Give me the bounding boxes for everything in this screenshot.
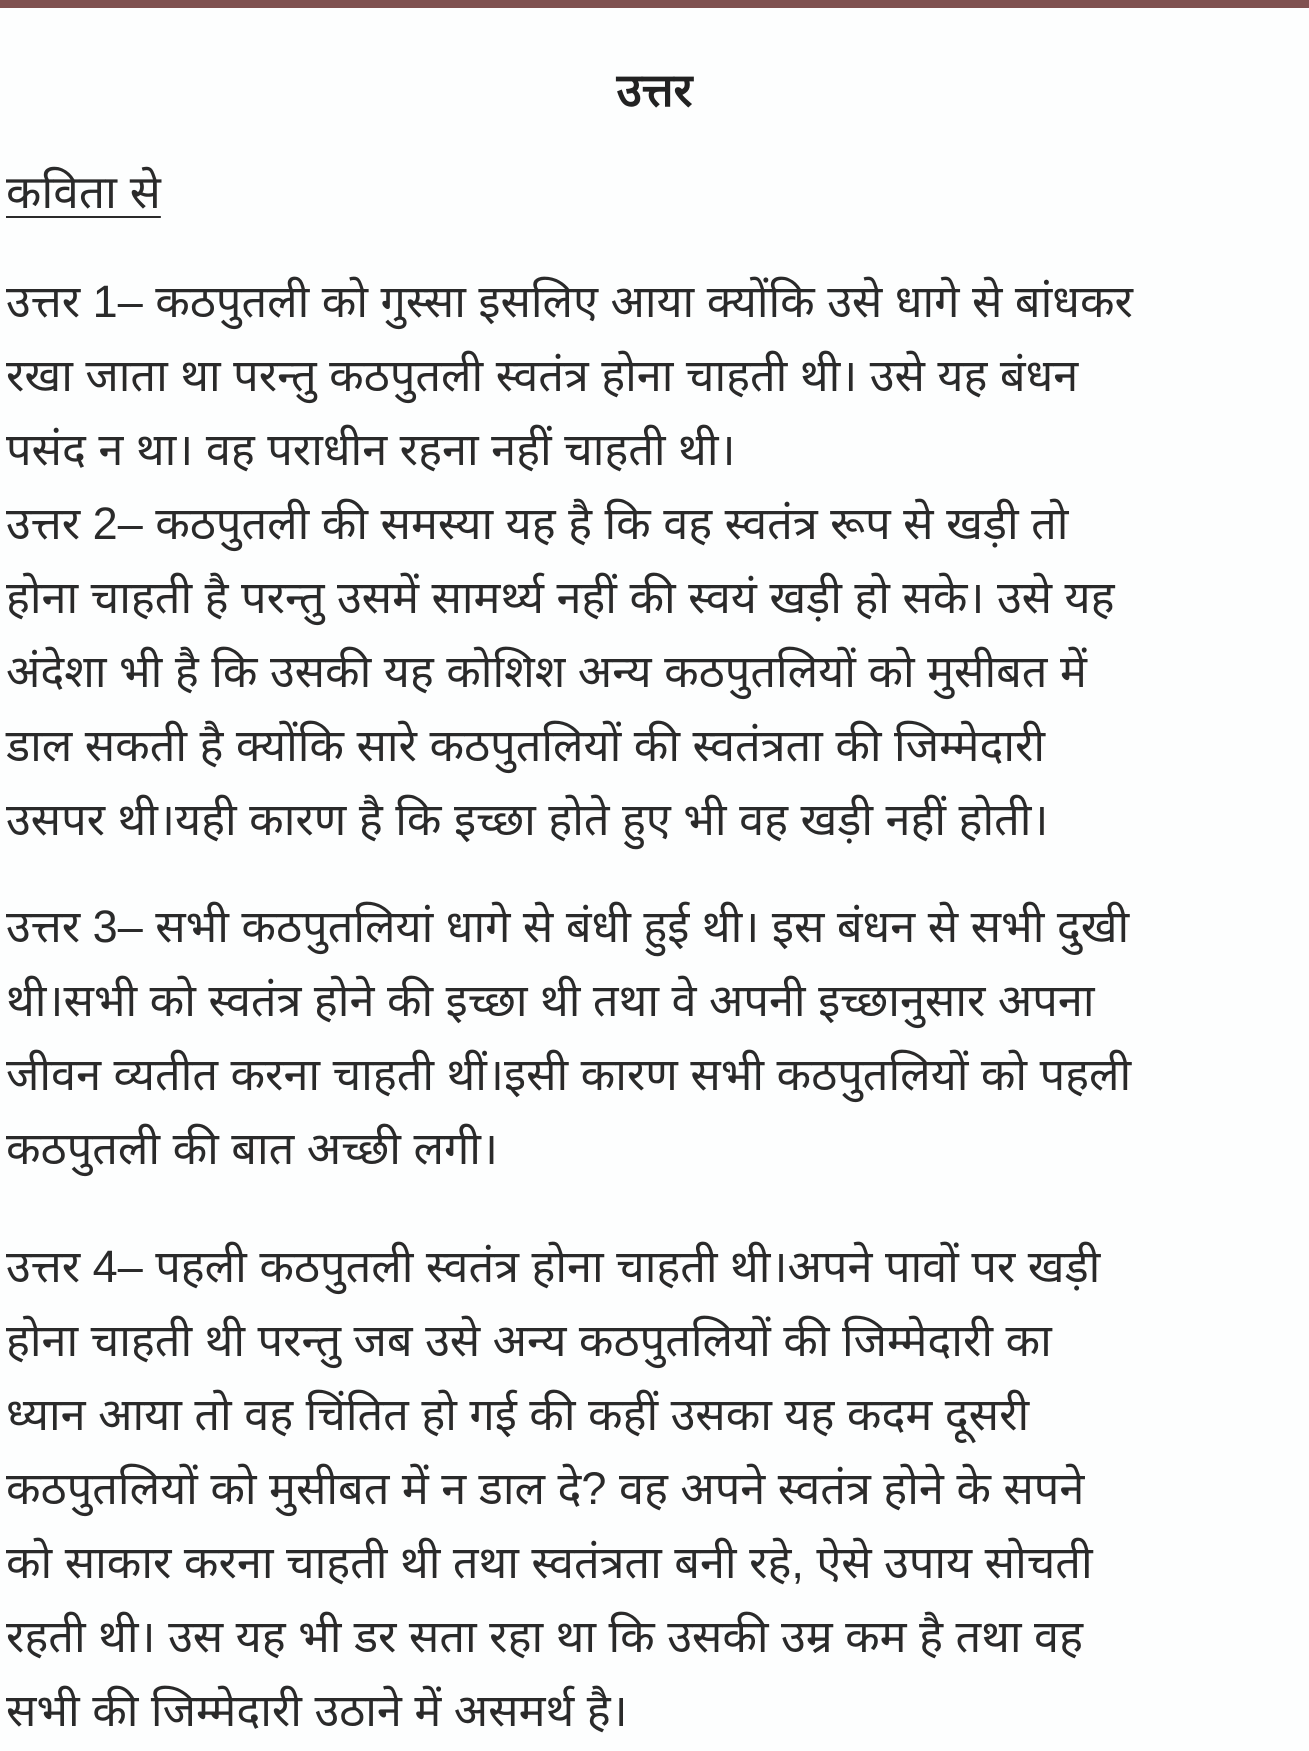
text-line: जीवन व्यतीत करना चाहती थीं।इसी कारण सभी कठपुतलियों को पहली bbox=[6, 1049, 1132, 1100]
section-heading: कविता से bbox=[6, 166, 161, 218]
answer-4 bbox=[6, 1230, 1306, 1748]
text-line: पसंद न था। वह पराधीन रहना नहीं चाहती थी। bbox=[6, 424, 736, 475]
text-line: को साकार करना चाहती थी तथा स्वतंत्रता बनी रहे, ऐसे उपाय सोचती bbox=[6, 1537, 1093, 1588]
page-title: उत्तर bbox=[616, 64, 693, 116]
answer-2 bbox=[6, 487, 1306, 857]
text-line: उत्तर 4– पहली कठपुतली स्वतंत्र होना चाहती थी।अपने पावों पर खड़ी bbox=[6, 1241, 1101, 1292]
answer-3 bbox=[6, 890, 1306, 1186]
text-line: कठपुतली की बात अच्छी लगी। bbox=[6, 1123, 499, 1174]
text-line: होना चाहती थी परन्तु जब उसे अन्य कठपुतलियों की जिम्मेदारी का bbox=[6, 1315, 1052, 1366]
text-line: कठपुतलियों को मुसीबत में न डाल दे? वह अपने स्वतंत्र होने के सपने bbox=[6, 1463, 1085, 1514]
answer-1 bbox=[6, 265, 1306, 487]
text-line: डाल सकती है क्योंकि सारे कठपुतलियों की स्वतंत्रता की जिम्मेदारी bbox=[6, 720, 1046, 771]
text-line: उत्तर 1– कठपुतली को गुस्सा इसलिए आया क्योंकि उसे धागे से बांधकर bbox=[6, 276, 1133, 327]
text-line: उसपर थी।यही कारण है कि इच्छा होते हुए भी वह खड़ी नहीं होती। bbox=[6, 794, 1049, 845]
text-line: थी।सभी को स्वतंत्र होने की इच्छा थी तथा वे अपनी इच्छानुसार अपना bbox=[6, 975, 1095, 1026]
top-border bbox=[0, 0, 1309, 8]
text-line: सभी की जिम्मेदारी उठाने में असमर्थ है। bbox=[6, 1685, 628, 1736]
text-line: ध्यान आया तो वह चिंतित हो गई की कहीं उसका यह कदम दूसरी bbox=[6, 1389, 1030, 1440]
text-line: उत्तर 2– कठपुतली की समस्या यह है कि वह स्वतंत्र रूप से खड़ी तो bbox=[6, 498, 1069, 549]
text-line: अंदेशा भी है कि उसकी यह कोशिश अन्य कठपुतलियों को मुसीबत में bbox=[6, 646, 1087, 697]
text-line: रहती थी। उस यह भी डर सता रहा था कि उसकी उम्र कम है तथा वह bbox=[6, 1611, 1083, 1662]
text-line: रखा जाता था परन्तु कठपुतली स्वतंत्र होना चाहती थी। उसे यह बंधन bbox=[6, 350, 1079, 401]
text-line: उत्तर 3– सभी कठपुतलियां धागे से बंधी हुई थी। इस बंधन से सभी दुखी bbox=[6, 901, 1130, 952]
text-line: होना चाहती है परन्तु उसमें सामर्थ्य नहीं की स्वयं खड़ी हो सके। उसे यह bbox=[6, 572, 1115, 623]
